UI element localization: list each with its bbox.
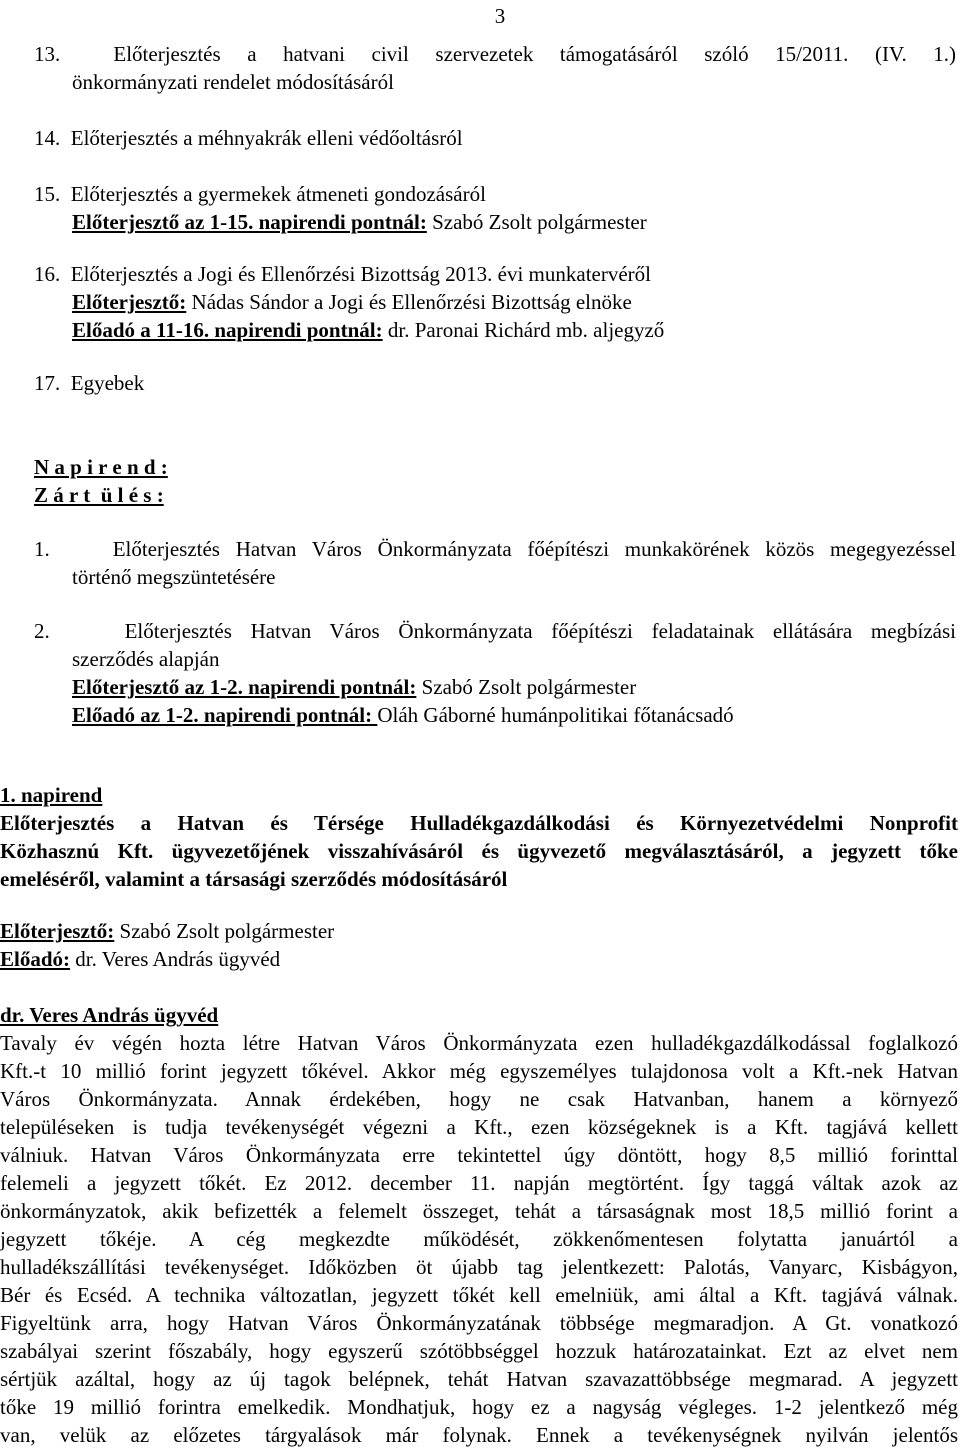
agenda-item-13-number: 13. xyxy=(34,42,61,66)
agenda-item-13-line-1 xyxy=(34,40,956,68)
closed-speaker-label: Előadó az 1-2. napirendi pontnál: xyxy=(72,703,378,727)
item-1-heading: 1. napirend xyxy=(0,783,103,807)
agenda-item-16-text: Előterjesztés a Jogi és Ellenőrzési Bizottság 2013. évi munkatervéről xyxy=(70,262,651,286)
speech-line-4: településeken is tudja tevékenységét végezni a Kft., ezen községeknek is a Kft. tagjává kellett xyxy=(0,1115,958,1139)
closed-speaker xyxy=(34,701,956,729)
speech-line-7: önkormányzatok, akik befizették a felemelt összeget, tehát a társaságnak most 18,5 millió forint a xyxy=(0,1199,958,1223)
speech-line-11: Figyeltünk arra, hogy Hatvan Város Önkormányzatának többsége megmaradjon. A Gt. vonatkozó xyxy=(0,1311,958,1335)
speech-line-2: Kft.-t 10 millió forint jegyzett tőkével. Akkor még egyszemélyes tulajdonosa volt a Kft.-nek Hatvan xyxy=(0,1059,958,1083)
closed-session-heading xyxy=(34,453,956,509)
agenda-heading: N a p i r e n d : xyxy=(34,455,168,479)
agenda-item-14 xyxy=(34,124,956,152)
closed-presenter xyxy=(34,673,956,701)
speech-line-8: jegyzett tőkéje. A cég megkezdte működését, zökkenőmentesen folytatta januártól a xyxy=(0,1227,958,1251)
item-1-title-line-2: Közhasznú Kft. ügyvezetőjének visszahívásáról és ügyvezető megválasztásáról, a jegyzett tőke xyxy=(0,839,958,863)
agenda-item-14-number: 14. xyxy=(34,126,61,150)
item-1-speaker xyxy=(0,945,958,973)
presenter-16-value: Nádas Sándor a Jogi és Ellenőrzési Bizottság elnöke xyxy=(186,290,632,314)
item-1-section xyxy=(0,781,958,893)
agenda-item-17-text: Egyebek xyxy=(70,371,145,395)
agenda-item-16-number: 16. xyxy=(34,262,61,286)
agenda-item-14-text: Előterjesztés a méhnyakrák elleni védőoltásról xyxy=(70,126,463,150)
agenda-item-15 xyxy=(34,180,956,236)
item-1-title-line-3: emeléséről, valamint a társasági szerződés módosításáról xyxy=(0,867,508,891)
closed-item-2-number: 2. xyxy=(34,619,50,643)
speech-line-1: Tavaly év végén hozta létre Hatvan Város Önkormányzata ezen hulladékgazdálkodással foglalkozó xyxy=(0,1031,958,1055)
agenda-item-13-text-1: Előterjesztés a hatvani civil szervezetek támogatásáról szóló 15/2011. (IV. 1.) xyxy=(113,42,956,66)
agenda-item-13 xyxy=(34,40,956,96)
presenter-1-15 xyxy=(34,208,956,236)
speech-line-15: van, velük az előzetes tárgyalások már folynak. Ennek a tevékenységnek nyilván jelentős xyxy=(0,1423,958,1447)
page-number: 3 xyxy=(494,4,506,28)
agenda-item-16 xyxy=(34,260,956,344)
closed-speaker-value: Oláh Gáborné humánpolitikai főtanácsadó xyxy=(377,703,734,727)
presenter-1-15-label: Előterjesztő az 1-15. napirendi pontnál: xyxy=(72,210,427,234)
presenter-16-label: Előterjesztő: xyxy=(72,290,187,314)
closed-item-2-text-1: Előterjesztés Hatvan Város Önkormányzata főépítészi feladatainak ellátására megbízási xyxy=(124,619,956,643)
speech-line-6: felemeli a jegyzett tőkét. Ez 2012. december 11. napján megtörtént. Így taggá váltak azok az xyxy=(0,1171,958,1195)
closed-agenda-item-2 xyxy=(34,617,956,729)
closed-agenda-item-1 xyxy=(34,535,956,591)
closed-item-1-text-2: történő megszüntetésére xyxy=(72,565,276,589)
agenda-item-15-text: Előterjesztés a gyermekek átmeneti gondozásáról xyxy=(70,182,486,206)
speaker-11-16-value: dr. Paronai Richárd mb. aljegyző xyxy=(382,318,665,342)
item-1-title-line-1: Előterjesztés a Hatvan és Térsége Hulladékgazdálkodási és Környezetvédelmi Nonprofit xyxy=(0,811,958,835)
speech-speaker: dr. Veres András ügyvéd xyxy=(0,1003,219,1027)
closed-item-1-text-1: Előterjesztés Hatvan Város Önkormányzata főépítészi munkakörének közös megegyezéssel xyxy=(112,537,956,561)
item-1-presenter-label: Előterjesztő: xyxy=(0,919,115,943)
presenter-16 xyxy=(34,288,956,316)
agenda-item-17 xyxy=(34,369,956,397)
closed-session-label: Z á r t ü l é s : xyxy=(34,483,164,507)
speech-line-9: hulladékszállítási tevékenységet. Időközben öt újabb tag jelentkezett: Palotás, Vanyarc, Kisbágyon, xyxy=(0,1255,958,1279)
speech-line-3: Város Önkormányzata. Annak érdekében, hogy ne csak Hatvanban, hanem a környező xyxy=(0,1087,958,1111)
speech-line-14: tőke 19 millió forintra emelkedik. Mondhatjuk, hogy ez a nagyság végleges. 1-2 jelentkező még xyxy=(0,1395,958,1419)
closed-presenter-label: Előterjesztő az 1-2. napirendi pontnál: xyxy=(72,675,417,699)
item-1-presenter-value: Szabó Zsolt polgármester xyxy=(114,919,335,943)
closed-item-1-number: 1. xyxy=(34,537,50,561)
speech-line-10: Bér és Ecséd. A technika változatlan, jegyzett tőkét kell emelniük, ami által a Kft. tagjává válnak. xyxy=(0,1283,958,1307)
item-1-speaker-value: dr. Veres András ügyvéd xyxy=(70,947,281,971)
agenda-item-15-number: 15. xyxy=(34,182,61,206)
agenda-item-13-line-2: önkormányzati rendelet módosításáról xyxy=(72,70,394,94)
item-1-roles xyxy=(0,917,958,973)
item-1-presenter xyxy=(0,917,958,945)
speech-section xyxy=(0,1001,958,1449)
speech-line-5: válniuk. Hatvan Város Önkormányzata erre tekintettel úgy döntött, hogy 8,5 millió forinttal xyxy=(0,1143,958,1167)
closed-item-2-text-2: szerződés alapján xyxy=(72,647,220,671)
speech-line-12: szabályai szerint főszabály, hogy egyszerű szótöbbséggel hozzuk határozatainkat. Ezt az elvet nem xyxy=(0,1339,958,1363)
closed-presenter-value: Szabó Zsolt polgármester xyxy=(416,675,637,699)
speaker-11-16 xyxy=(34,316,956,344)
speaker-11-16-label: Előadó a 11-16. napirendi pontnál: xyxy=(72,318,383,342)
item-1-speaker-label: Előadó: xyxy=(0,947,71,971)
presenter-1-15-value: Szabó Zsolt polgármester xyxy=(426,210,647,234)
agenda-item-17-number: 17. xyxy=(34,371,61,395)
speech-line-13: sértjük azáltal, hogy az új tagok belépnek, tehát Hatvan szavazattöbbsége megmarad. A jegyzett xyxy=(0,1367,958,1391)
